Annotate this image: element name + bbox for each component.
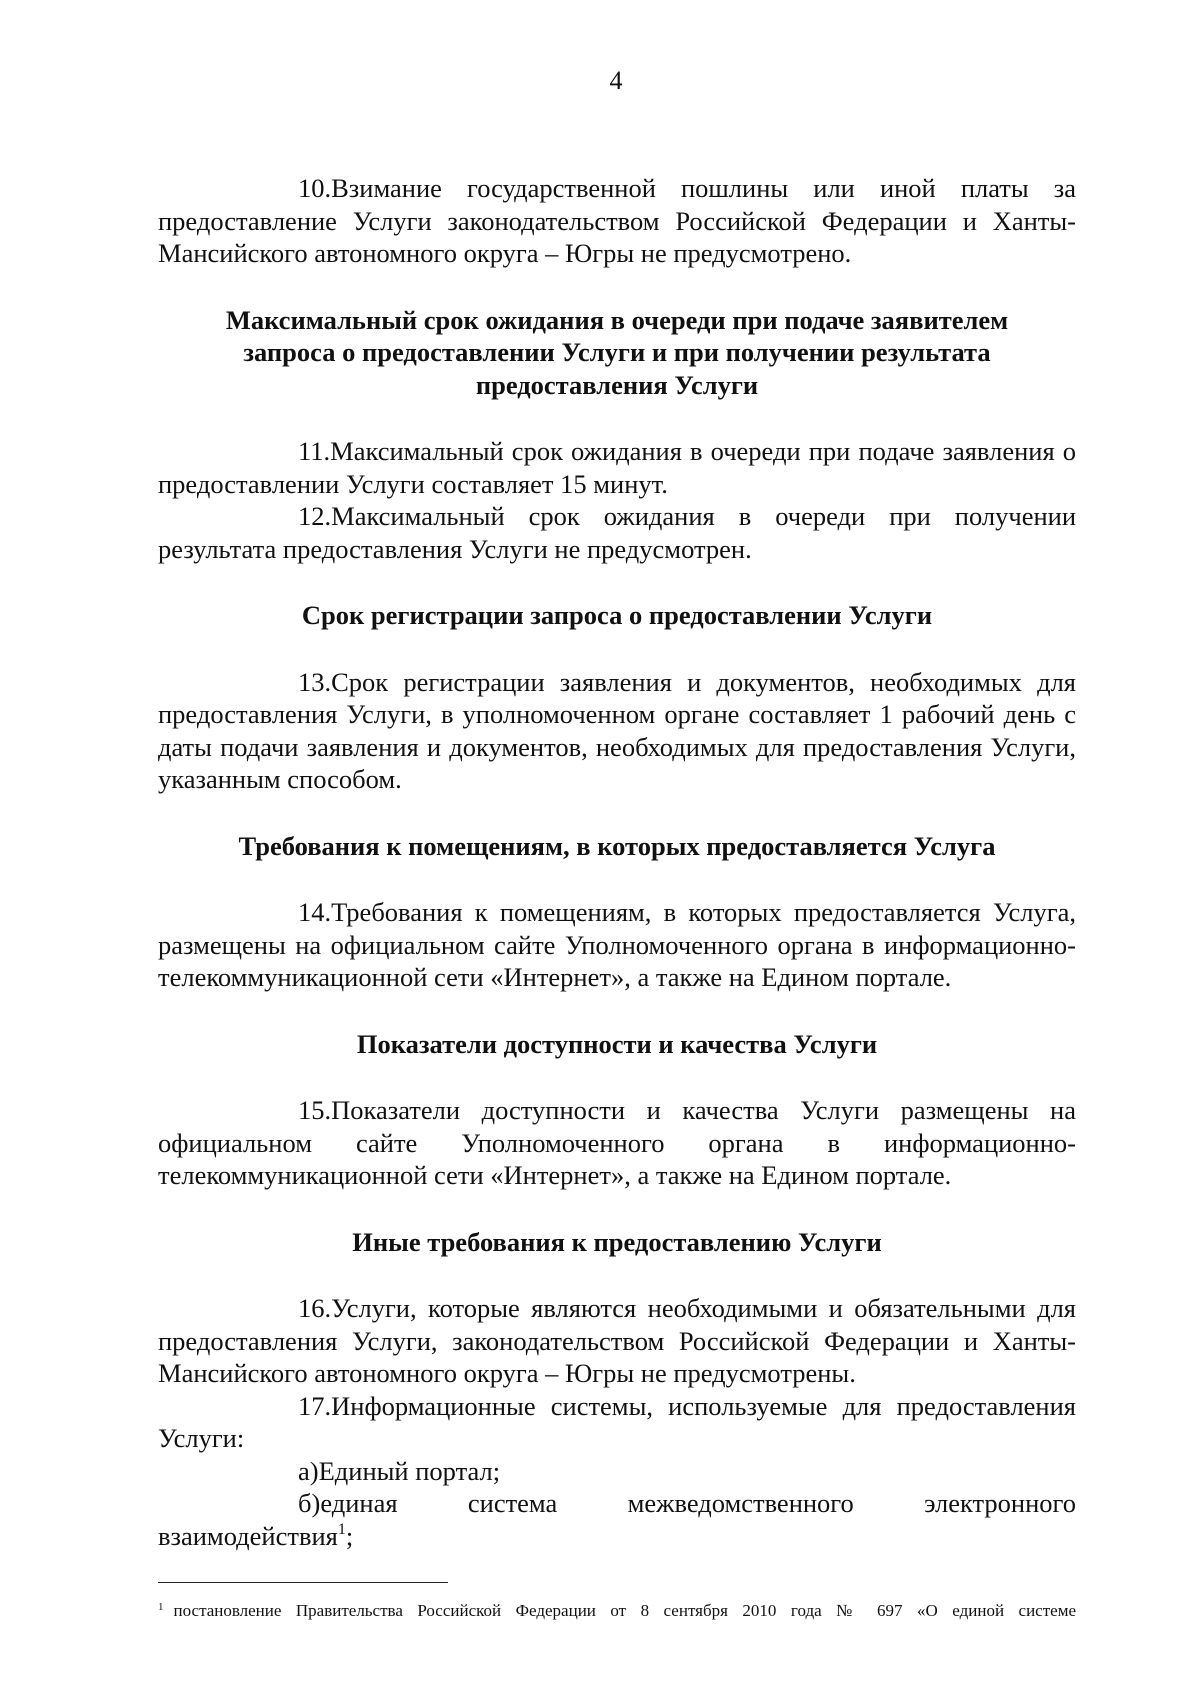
paragraph-number: 13. (298, 666, 332, 697)
paragraph-number: 16. (298, 1293, 332, 1323)
paragraph-text: Требования к помещениям, в которых предоставляется Услуга, размещены на официальном сайте Уполномоченного органа в информационно-телекоммуникационной сети «Интернет», а также на Едином портале. (158, 897, 1076, 992)
page-number: 4 (609, 66, 623, 95)
paragraph-text: Максимальный срок ожидания в очереди при подаче заявления о предоставлении Услуги составляет 15 минут. (158, 436, 1076, 499)
paragraph-11 (158, 435, 1076, 500)
document-body (158, 172, 1076, 1552)
paragraph-text: Услуги, которые являются необходимыми и обязательными для предоставления Услуги, законодательством Российской Федерации и Ханты-Мансийского автономного округа – Югры не предусмотрены. (158, 1293, 1076, 1388)
list-item-a (158, 1455, 1076, 1488)
section-heading-queue-time: Максимальный срок ожидания в очереди при подаче заявителем запроса о предоставлении Услуги и при получении результата предоставления Услуги (225, 304, 1009, 400)
paragraph-number: 15. (298, 1095, 332, 1125)
footnote-separator (158, 1582, 448, 1583)
paragraph-text: Максимальный срок ожидания в очереди при получении результата предоставления Услуги не предусмотрен. (158, 501, 1076, 564)
paragraph-text: Информационные системы, используемые для предоставления Услуги: (158, 1390, 1076, 1453)
section-heading-registration: Срок регистрации запроса о предоставлении Услуги (301, 600, 933, 630)
list-item-b (158, 1487, 1076, 1552)
list-item-text: единая система межведомственного электронного взаимодействия (158, 1488, 1076, 1551)
paragraph-13 (158, 666, 1076, 796)
paragraph-text: Взимание государственной пошлины или иной платы за предоставление Услуги законодательством Российской Федерации и Ханты-Мансийского автономного округа – Югры не предусмотрено. (158, 173, 1076, 268)
paragraph-number: 17. (298, 1390, 332, 1421)
paragraph-number: 10. (298, 173, 332, 203)
footnote-mark: 1 (158, 1601, 164, 1613)
section-heading-other-requirements: Иные требования к предоставлению Услуги (352, 1226, 882, 1257)
list-item-letter: а) (298, 1455, 319, 1486)
section-heading-quality: Показатели доступности и качества Услуги (356, 1028, 878, 1059)
paragraph-number: 14. (298, 897, 332, 927)
list-item-tail: ; (345, 1520, 354, 1551)
paragraph-14 (158, 896, 1076, 994)
paragraph-text: Показатели доступности и качества Услуги размещены на официальном сайте Уполномоченного органа в информационно-телекоммуникационной сети «Интернет», а также на Едином портале. (158, 1095, 1076, 1190)
paragraph-number: 11. (298, 436, 331, 466)
paragraph-17 (158, 1390, 1076, 1455)
paragraph-10 (158, 172, 1076, 270)
paragraph-text: Срок регистрации заявления и документов, необходимых для предоставления Услуги, в уполномоченном органе составляет 1 рабочий день с даты подачи заявления и документов, необходимых для предоставления Услуги, указанным способом. (158, 666, 1076, 794)
paragraph-12 (158, 500, 1076, 565)
section-heading-premises: Требования к помещениям, в которых предоставляется Услуга (238, 830, 996, 861)
paragraph-number: 12. (298, 501, 332, 531)
footnote-text: постановление Правительства Российской Федерации от 8 сентября 2010 года № 697 «О единой системе (173, 1601, 1076, 1620)
paragraph-15 (158, 1094, 1076, 1192)
list-item-text: Единый портал; (318, 1455, 501, 1486)
list-item-letter: б) (298, 1488, 321, 1518)
paragraph-16 (158, 1292, 1076, 1390)
footnote (158, 1596, 1076, 1622)
footnote-reference[interactable]: 1 (337, 1520, 346, 1538)
